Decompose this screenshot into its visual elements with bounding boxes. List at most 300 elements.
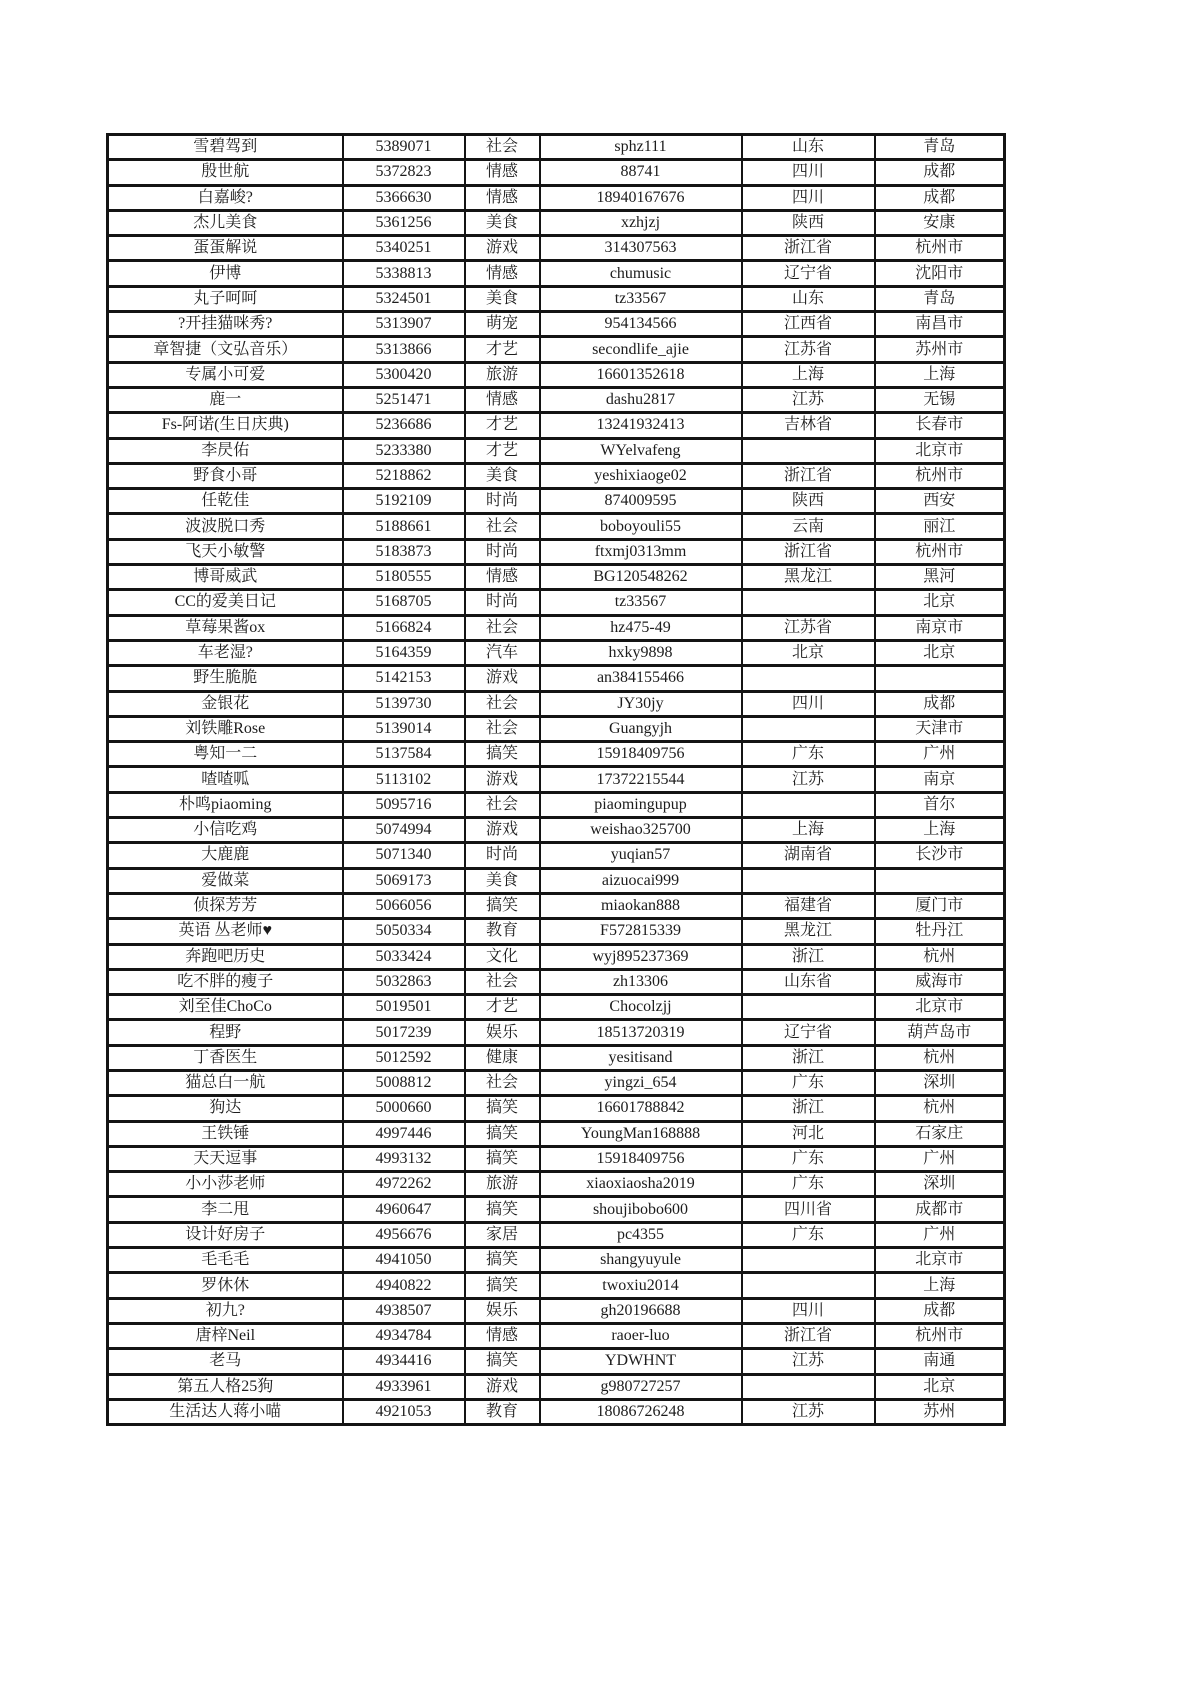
cell-account-name: 设计好房子 [108,1222,343,1247]
cell-account-id: 16601352618 [540,362,742,387]
cell-fans-count: 5139730 [343,691,465,716]
cell-city: 南京 [875,767,1005,792]
cell-city: 杭州 [875,1096,1005,1121]
cell-fans-count: 5313866 [343,337,465,362]
cell-account-id: Guangyjh [540,716,742,741]
cell-city: 西安 [875,489,1005,514]
cell-fans-count: 5139014 [343,716,465,741]
cell-city: 广州 [875,1146,1005,1171]
cell-province [742,716,875,741]
cell-category: 文化 [465,944,540,969]
cell-category: 娱乐 [465,1020,540,1045]
cell-city: 长春市 [875,413,1005,438]
cell-category: 搞笑 [465,742,540,767]
cell-account-name: 章智捷（文弘音乐） [108,337,343,362]
cell-account-id: yesitisand [540,1045,742,1070]
table-row [108,236,1005,261]
cell-account-id: WYelvafeng [540,438,742,463]
cell-category: 时尚 [465,539,540,564]
cell-category: 情感 [465,565,540,590]
cell-fans-count: 5113102 [343,767,465,792]
cell-city: 无锡 [875,387,1005,412]
cell-account-name: 第五人格25狗 [108,1374,343,1399]
table-row [108,413,1005,438]
cell-city: 青岛 [875,135,1005,160]
cell-city: 杭州市 [875,236,1005,261]
cell-account-name: 野食小哥 [108,463,343,488]
cell-account-name: 粤知一二 [108,742,343,767]
cell-account-name: 大鹿鹿 [108,843,343,868]
table-row [108,1197,1005,1222]
table-row [108,767,1005,792]
cell-city: 天津市 [875,716,1005,741]
cell-province [742,792,875,817]
table-row [108,843,1005,868]
cell-fans-count: 4940822 [343,1273,465,1298]
cell-province: 上海 [742,818,875,843]
cell-province: 浙江省 [742,463,875,488]
cell-account-name: 专属小可爱 [108,362,343,387]
cell-province: 江苏省 [742,337,875,362]
cell-account-id: raoer-luo [540,1323,742,1348]
cell-city: 深圳 [875,1172,1005,1197]
cell-fans-count: 5095716 [343,792,465,817]
cell-province: 广东 [742,742,875,767]
cell-category: 情感 [465,185,540,210]
cell-account-id: ftxmj0313mm [540,539,742,564]
cell-category: 游戏 [465,666,540,691]
cell-fans-count: 5164359 [343,640,465,665]
cell-account-id: 18086726248 [540,1399,742,1424]
cell-fans-count: 5012592 [343,1045,465,1070]
cell-fans-count: 5389071 [343,135,465,160]
cell-account-id: sphz111 [540,135,742,160]
cell-fans-count: 4956676 [343,1222,465,1247]
table-row [108,1248,1005,1273]
cell-province: 上海 [742,362,875,387]
ranking-table-body [108,135,1005,1425]
cell-category: 情感 [465,1323,540,1348]
table-row [108,818,1005,843]
cell-category: 社会 [465,135,540,160]
cell-account-name: CC的爱美日记 [108,590,343,615]
cell-account-name: 爱做菜 [108,868,343,893]
cell-account-id: Chocolzjj [540,995,742,1020]
cell-category: 美食 [465,286,540,311]
cell-category: 搞笑 [465,1096,540,1121]
cell-province: 广东 [742,1146,875,1171]
cell-account-name: Fs-阿诺(生日庆典) [108,413,343,438]
cell-account-name: 朴鸣piaoming [108,792,343,817]
cell-category: 社会 [465,615,540,640]
cell-fans-count: 5366630 [343,185,465,210]
cell-account-name: 白嘉峻? [108,185,343,210]
table-row [108,742,1005,767]
cell-category: 游戏 [465,767,540,792]
cell-account-name: 野生脆脆 [108,666,343,691]
cell-account-id: 13241932413 [540,413,742,438]
table-row [108,463,1005,488]
cell-fans-count: 4933961 [343,1374,465,1399]
cell-account-id: piaomingupup [540,792,742,817]
cell-category: 搞笑 [465,1273,540,1298]
cell-fans-count: 5188661 [343,514,465,539]
cell-account-id: gh20196688 [540,1298,742,1323]
cell-city [875,666,1005,691]
cell-account-name: 伊博 [108,261,343,286]
cell-fans-count: 5069173 [343,868,465,893]
cell-account-id: shoujibobo600 [540,1197,742,1222]
cell-province: 浙江省 [742,539,875,564]
cell-account-name: 吃不胖的瘦子 [108,969,343,994]
cell-account-name: 殷世航 [108,160,343,185]
cell-fans-count: 5019501 [343,995,465,1020]
cell-account-name: 丁香医生 [108,1045,343,1070]
table-row [108,944,1005,969]
cell-city: 苏州市 [875,337,1005,362]
table-row [108,792,1005,817]
cell-account-name: 程野 [108,1020,343,1045]
cell-fans-count: 5180555 [343,565,465,590]
table-row [108,160,1005,185]
cell-account-name: 丸子呵呵 [108,286,343,311]
cell-account-name: 飞天小敏警 [108,539,343,564]
cell-account-id: F572815339 [540,919,742,944]
cell-city: 南京市 [875,615,1005,640]
cell-account-id: zh13306 [540,969,742,994]
table-row [108,1273,1005,1298]
cell-account-id: hxky9898 [540,640,742,665]
cell-province [742,666,875,691]
cell-category: 美食 [465,463,540,488]
cell-account-id: YoungMan168888 [540,1121,742,1146]
cell-account-id: g980727257 [540,1374,742,1399]
cell-fans-count: 5192109 [343,489,465,514]
cell-category: 社会 [465,716,540,741]
cell-category: 旅游 [465,1172,540,1197]
cell-category: 搞笑 [465,893,540,918]
table-row [108,565,1005,590]
cell-fans-count: 5032863 [343,969,465,994]
cell-category: 社会 [465,514,540,539]
cell-category: 健康 [465,1045,540,1070]
cell-fans-count: 5033424 [343,944,465,969]
table-row [108,640,1005,665]
cell-province [742,1248,875,1273]
cell-fans-count: 5142153 [343,666,465,691]
cell-province: 广东 [742,1070,875,1095]
cell-fans-count: 5183873 [343,539,465,564]
cell-account-name: 金银花 [108,691,343,716]
cell-account-id: chumusic [540,261,742,286]
table-row [108,1070,1005,1095]
table-row [108,1349,1005,1374]
cell-fans-count: 5071340 [343,843,465,868]
table-row [108,1020,1005,1045]
cell-province: 四川 [742,185,875,210]
cell-fans-count: 4997446 [343,1121,465,1146]
table-row [108,1146,1005,1171]
cell-province [742,1273,875,1298]
cell-account-id: 88741 [540,160,742,185]
table-row [108,135,1005,160]
cell-category: 情感 [465,261,540,286]
cell-account-name: 猫总白一航 [108,1070,343,1095]
cell-account-name: 李昃佑 [108,438,343,463]
cell-city: 上海 [875,1273,1005,1298]
cell-city: 安康 [875,210,1005,235]
table-row [108,312,1005,337]
cell-account-name: 草莓果酱ox [108,615,343,640]
cell-category: 萌宠 [465,312,540,337]
cell-category: 美食 [465,210,540,235]
cell-city: 杭州市 [875,1323,1005,1348]
cell-city: 威海市 [875,969,1005,994]
cell-city: 广州 [875,1222,1005,1247]
cell-province: 江西省 [742,312,875,337]
cell-fans-count: 4938507 [343,1298,465,1323]
cell-city: 上海 [875,818,1005,843]
cell-account-name: 波波脱口秀 [108,514,343,539]
cell-province [742,868,875,893]
cell-province: 山东 [742,135,875,160]
cell-province: 江苏 [742,387,875,412]
table-row [108,969,1005,994]
cell-fans-count: 5372823 [343,160,465,185]
cell-province: 山东 [742,286,875,311]
table-row [108,1045,1005,1070]
cell-account-id: 18940167676 [540,185,742,210]
cell-province: 陕西 [742,210,875,235]
table-sheet [106,133,1006,1426]
cell-city: 成都 [875,691,1005,716]
cell-account-id: dashu2817 [540,387,742,412]
cell-account-name: 小小莎老师 [108,1172,343,1197]
cell-city: 首尔 [875,792,1005,817]
cell-fans-count: 5050334 [343,919,465,944]
cell-account-name: 唐梓Neil [108,1323,343,1348]
cell-category: 汽车 [465,640,540,665]
cell-account-id: wyj895237369 [540,944,742,969]
cell-account-name: 生活达人蒋小喵 [108,1399,343,1424]
cell-city [875,868,1005,893]
cell-fans-count: 4993132 [343,1146,465,1171]
table-row [108,1222,1005,1247]
cell-account-id: 954134566 [540,312,742,337]
cell-account-name: 侦探芳芳 [108,893,343,918]
cell-province: 四川省 [742,1197,875,1222]
cell-province [742,1374,875,1399]
cell-province: 广东 [742,1222,875,1247]
cell-category: 时尚 [465,590,540,615]
cell-category: 社会 [465,792,540,817]
cell-account-id: 15918409756 [540,742,742,767]
cell-account-id: secondlife_ajie [540,337,742,362]
cell-province: 四川 [742,160,875,185]
cell-category: 情感 [465,160,540,185]
cell-account-name: 雪碧驾到 [108,135,343,160]
cell-account-id: tz33567 [540,590,742,615]
cell-city: 杭州市 [875,463,1005,488]
cell-account-id: weishao325700 [540,818,742,843]
cell-fans-count: 5168705 [343,590,465,615]
cell-fans-count: 5218862 [343,463,465,488]
cell-province: 浙江省 [742,1323,875,1348]
cell-fans-count: 5017239 [343,1020,465,1045]
cell-account-name: 李二甩 [108,1197,343,1222]
cell-province: 江苏 [742,1399,875,1424]
cell-account-id: pc4355 [540,1222,742,1247]
cell-city: 北京市 [875,995,1005,1020]
cell-fans-count: 5233380 [343,438,465,463]
cell-fans-count: 5008812 [343,1070,465,1095]
cell-account-name: 任乾佳 [108,489,343,514]
cell-category: 搞笑 [465,1349,540,1374]
cell-category: 社会 [465,1070,540,1095]
table-row [108,919,1005,944]
cell-account-name: 英语 丛老师♥ [108,919,343,944]
cell-city: 葫芦岛市 [875,1020,1005,1045]
table-row [108,590,1005,615]
cell-category: 才艺 [465,438,540,463]
cell-category: 才艺 [465,995,540,1020]
cell-account-id: an384155466 [540,666,742,691]
cell-category: 才艺 [465,413,540,438]
cell-city: 深圳 [875,1070,1005,1095]
cell-fans-count: 4934784 [343,1323,465,1348]
cell-city: 成都 [875,160,1005,185]
cell-account-id: miaokan888 [540,893,742,918]
cell-account-id: shangyuyule [540,1248,742,1273]
cell-account-name: 初九? [108,1298,343,1323]
cell-category: 家居 [465,1222,540,1247]
cell-category: 娱乐 [465,1298,540,1323]
cell-city: 厦门市 [875,893,1005,918]
cell-city: 北京 [875,640,1005,665]
table-row [108,539,1005,564]
cell-fans-count: 5066056 [343,893,465,918]
cell-province: 北京 [742,640,875,665]
cell-fans-count: 5236686 [343,413,465,438]
cell-category: 教育 [465,919,540,944]
cell-account-name: 罗休休 [108,1273,343,1298]
cell-province: 湖南省 [742,843,875,868]
cell-province: 陕西 [742,489,875,514]
cell-fans-count: 5251471 [343,387,465,412]
table-row [108,1374,1005,1399]
cell-account-id: aizuocai999 [540,868,742,893]
cell-province: 江苏 [742,1349,875,1374]
cell-province: 江苏 [742,767,875,792]
cell-account-name: 杰儿美食 [108,210,343,235]
cell-province: 山东省 [742,969,875,994]
cell-city: 北京市 [875,1248,1005,1273]
influencer-ranking-table [106,133,1006,1426]
cell-city: 杭州 [875,944,1005,969]
table-row [108,1121,1005,1146]
table-row [108,337,1005,362]
cell-account-id: hz475-49 [540,615,742,640]
table-row [108,716,1005,741]
cell-category: 旅游 [465,362,540,387]
table-row [108,1172,1005,1197]
cell-province: 浙江 [742,1096,875,1121]
table-row [108,438,1005,463]
cell-account-name: 王铁锤 [108,1121,343,1146]
cell-province: 吉林省 [742,413,875,438]
cell-category: 搞笑 [465,1197,540,1222]
cell-city: 沈阳市 [875,261,1005,286]
cell-fans-count: 5361256 [343,210,465,235]
cell-fans-count: 5137584 [343,742,465,767]
cell-province: 浙江 [742,1045,875,1070]
cell-account-id: 18513720319 [540,1020,742,1045]
table-row [108,362,1005,387]
cell-account-name: 小信吃鸡 [108,818,343,843]
cell-city: 杭州 [875,1045,1005,1070]
cell-city: 牡丹江 [875,919,1005,944]
cell-city: 丽江 [875,514,1005,539]
cell-fans-count: 5340251 [343,236,465,261]
cell-category: 美食 [465,868,540,893]
cell-city: 广州 [875,742,1005,767]
cell-account-name: 毛毛毛 [108,1248,343,1273]
cell-account-name: 奔跑吧历史 [108,944,343,969]
cell-category: 情感 [465,387,540,412]
cell-account-name: 车老湿? [108,640,343,665]
cell-category: 搞笑 [465,1146,540,1171]
cell-fans-count: 5324501 [343,286,465,311]
cell-province: 浙江省 [742,236,875,261]
cell-account-id: 17372215544 [540,767,742,792]
cell-fans-count: 4941050 [343,1248,465,1273]
cell-province: 辽宁省 [742,261,875,286]
cell-account-name: 喳喳呱 [108,767,343,792]
cell-fans-count: 5313907 [343,312,465,337]
cell-city: 上海 [875,362,1005,387]
cell-province [742,995,875,1020]
cell-account-id: JY30jy [540,691,742,716]
table-row [108,615,1005,640]
cell-province: 河北 [742,1121,875,1146]
cell-category: 时尚 [465,489,540,514]
cell-category: 才艺 [465,337,540,362]
cell-fans-count: 5074994 [343,818,465,843]
cell-account-name: ?开挂猫咪秀? [108,312,343,337]
cell-province: 四川 [742,1298,875,1323]
cell-city: 黑河 [875,565,1005,590]
cell-province [742,590,875,615]
cell-category: 游戏 [465,1374,540,1399]
cell-fans-count: 4960647 [343,1197,465,1222]
cell-account-name: 狗达 [108,1096,343,1121]
cell-account-id: BG120548262 [540,565,742,590]
cell-province: 浙江 [742,944,875,969]
cell-account-id: xiaoxiaosha2019 [540,1172,742,1197]
cell-account-id: twoxiu2014 [540,1273,742,1298]
table-row [108,1323,1005,1348]
cell-province [742,438,875,463]
cell-account-name: 博哥威武 [108,565,343,590]
cell-city: 南昌市 [875,312,1005,337]
cell-account-name: 蛋蛋解说 [108,236,343,261]
table-row [108,893,1005,918]
table-row [108,514,1005,539]
cell-category: 游戏 [465,236,540,261]
cell-province: 黑龙江 [742,919,875,944]
cell-city: 北京市 [875,438,1005,463]
cell-province: 黑龙江 [742,565,875,590]
